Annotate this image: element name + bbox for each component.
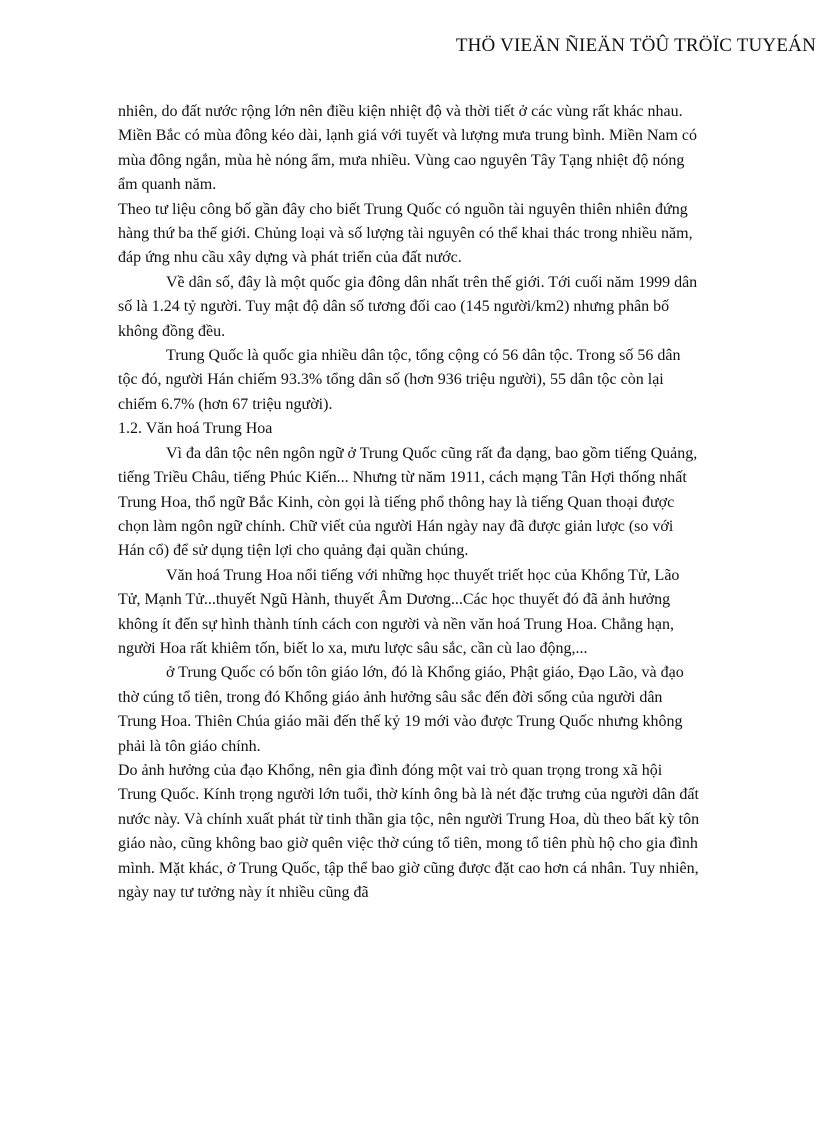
document-body	[118, 100, 703, 905]
paragraph-family: Do ảnh hưởng của đạo Khổng, nên gia đình đóng một vai trò quan trọng trong xã hội Trung Quốc. Kính trọng người lớn tuổi, thờ kính ông bà là nét đặc trưng của người dân đất nước này. Và chính xuất phát từ tinh thần gia tộc, nên người Trung Hoa, dù theo bất kỳ tôn giáo nào, cũng không bao giờ quên việc thờ cúng tổ tiên, mong tổ tiên phù hộ cho gia đình mình. Mặt khác, ở Trung Quốc, tập thể bao giờ cũng được đặt cao hơn cá nhân. Tuy nhiên, ngày nay tư tưởng này ít nhiều cũng đã	[118, 761, 700, 901]
paragraph-language: Vì đa dân tộc nên ngôn ngữ ở Trung Quốc cũng rất đa dạng, bao gồm tiếng Quảng, tiếng Triều Châu, tiếng Phúc Kiến... Nhưng từ năm 1911, cách mạng Tân Hợi thống nhất Trung Hoa, thổ ngữ Bắc Kinh, còn gọi là tiếng phổ thông hay là tiếng Quan thoại được chọn làm ngôn ngữ chính. Chữ viết của người Hán ngày nay đã được giản lược (so với Hán cổ) để sử dụng tiện lợi cho quảng đại quần chúng.	[118, 444, 698, 560]
paragraph-population: Về dân số, đây là một quốc gia đông dân nhất trên thế giới. Tới cuối năm 1999 dân số là 1.24 tỷ người. Tuy mật độ dân số tương đối cao (145 người/km2) nhưng phân bố không đồng đều.	[118, 273, 698, 340]
paragraph-religion: ở Trung Quốc có bốn tôn giáo lớn, đó là Khổng giáo, Phật giáo, Đạo Lão, và đạo thờ cúng tổ tiên, trong đó Khổng giáo ảnh hưởng sâu sắc đến đời sống của người dân Trung Hoa. Thiên Chúa giáo mãi đến thế kỷ 19 mới vào được Trung Quốc nhưng không phải là tôn giáo chính.	[118, 664, 684, 755]
page-header: THÖ VIEÄN ÑIEÄN TÖÛ TRÖÏC TUYEÁN	[455, 35, 816, 56]
paragraph-climate: nhiên, do đất nước rộng lớn nên điều kiện nhiệt độ và thời tiết ở các vùng rất khác nhau. Miền Bắc có mùa đông kéo dài, lạnh giá với tuyết và lượng mưa trung bình. Miền Nam có mùa đông ngắn, mùa hè nóng ẩm, mưa nhiều. Vùng cao nguyên Tây Tạng nhiệt độ nóng ẩm quanh năm.	[118, 103, 698, 194]
section-heading: 1.2. Văn hoá Trung Hoa	[118, 420, 273, 438]
paragraph-resources: Theo tư liệu công bố gần đây cho biết Trung Quốc có nguồn tài nguyên thiên nhiên đứng hàng thứ ba thế giới. Chủng loại và số lượng tài nguyên có thể khai thác trong nhiều năm, đáp ứng nhu cầu xây dựng và phát triển của đất nước.	[118, 200, 693, 267]
paragraph-philosophy: Văn hoá Trung Hoa nổi tiếng với những học thuyết triết học của Khổng Tử, Lão Tử, Mạnh Tử...thuyết Ngũ Hành, thuyết Âm Dương...Các học thuyết đó đã ảnh hưởng không ít đến sự hình thành tính cách con người và nền văn hoá Trung Hoa. Chẳng hạn, người Hoa rất khiêm tốn, biết lo xa, mưu lược sâu sắc, cần cù lao động,...	[118, 566, 680, 657]
paragraph-ethnic-groups: Trung Quốc là quốc gia nhiều dân tộc, tổng cộng có 56 dân tộc. Trong số 56 dân tộc đó, người Hán chiếm 93.3% tổng dân số (hơn 936 triệu người), 55 dân tộc còn lại chiếm 6.7% (hơn 67 triệu người).	[118, 347, 681, 413]
